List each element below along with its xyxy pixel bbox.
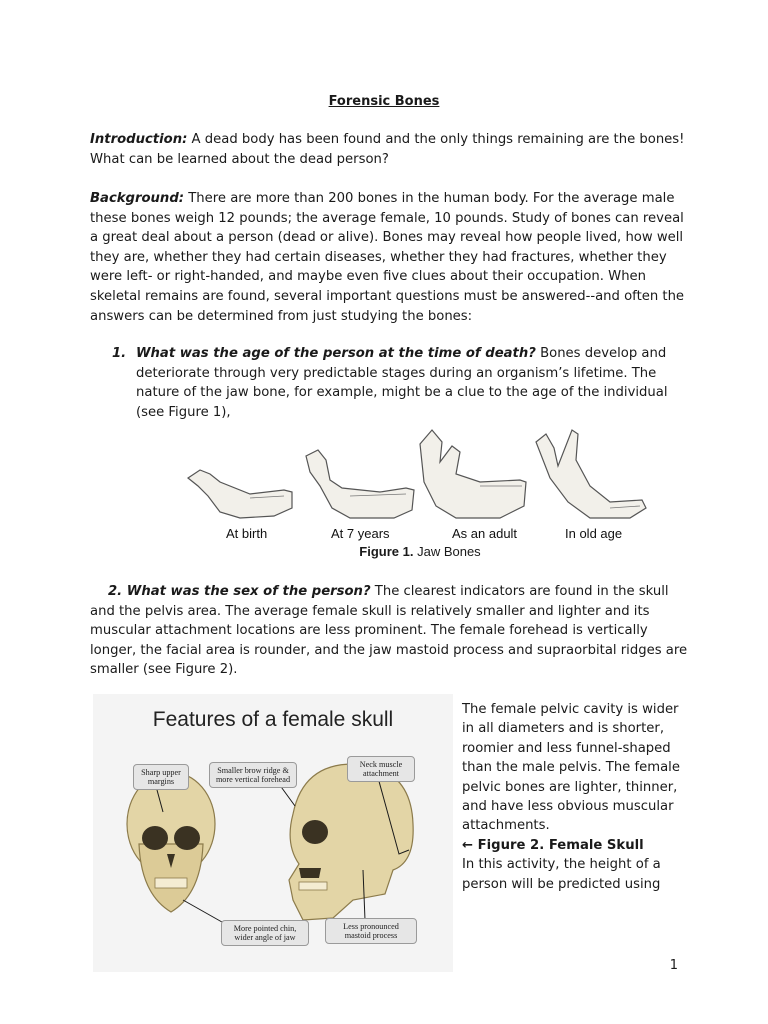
introduction-paragraph (90, 130, 690, 169)
callout-sharp-margins: Sharp upper margins (133, 764, 189, 790)
sex-question: 2. What was the sex of the person? (108, 584, 371, 599)
figure1-caption: Figure 1. Jaw Bones (359, 544, 481, 559)
figure2-reference: ← Figure 2. Female Skull (462, 837, 644, 853)
introduction-text: A dead body has been found and the only things remaining are the bones! What can be learned about the dead person? (90, 132, 685, 167)
skull-figure-title: Features of a female skull (152, 708, 394, 731)
callout-chin: More pointed chin, wider angle of jaw (221, 920, 309, 946)
jaw-label-birth: At birth (226, 526, 268, 541)
jaw-old-icon (536, 430, 646, 518)
introduction-label: Introduction: (90, 132, 188, 147)
jaw-7years-icon (306, 450, 414, 518)
jaw-label-old: In old age (565, 526, 623, 541)
pelvis-text: The female pelvic cavity is wider in all diameters and is shorter, roomier and less funnel-shaped than the male pelvis. The female pelvic bones are lighter, thinner, and have less obvious muscular attachments. (462, 702, 680, 834)
page-title: Forensic Bones (328, 94, 440, 109)
background-text: There are more than 200 bones in the human body. For the average male these bones weigh 12 pounds; the average female, 10 pounds. Study of bones can reveal a great deal about a person (dead or alive). Bones may reveal how people lived, how well they are, whether they had certain diseases, whether they had fractures, whether they were left- or right-handed, and maybe even five clues about their occupation. When skeletal remains are found, several important questions must be answered--and often the answers can be determined from just studying the bones: (90, 191, 685, 324)
callout-mastoid: Less pronounced mastoid process (325, 918, 417, 944)
list-item-age (112, 344, 682, 422)
callout-neck-muscle: Neck muscle attachment (347, 756, 415, 782)
background-paragraph (90, 189, 690, 326)
figure-jaw-bones (180, 426, 660, 566)
jaw-bones-illustration (180, 426, 660, 526)
side-skull-icon (289, 764, 413, 920)
age-question: What was the age of the person at the time of death? (136, 346, 536, 361)
jaw-label-7years: At 7 years (331, 526, 390, 541)
jaw-label-adult: As an adult (452, 526, 518, 541)
callout-brow-ridge: Smaller brow ridge & more vertical forehead (209, 762, 297, 788)
jaw-birth-icon (188, 470, 292, 518)
list-number: 1. (112, 346, 127, 361)
sex-text: The clearest indicators are found in the skull and the pelvis area. The average female skull is relatively smaller and lighter and its muscular attachment locations are less prominent. The female forehead is vertically longer, the facial area is rounder, and the jaw mastoid process and supraorbital ridges are smaller (see Figure 2). (90, 584, 688, 678)
figure-female-skull (93, 694, 453, 972)
page-number: 1 (669, 958, 678, 973)
front-skull-icon (127, 772, 215, 912)
background-label: Background: (90, 191, 185, 206)
age-text: Bones develop and deteriorate through very predictable stages during an organism’s lifetime. The nature of the jaw bone, for example, might be a clue to the age of the individual (see Figure 1), (136, 346, 668, 420)
sex-paragraph (90, 582, 690, 680)
jaw-adult-icon (420, 430, 526, 518)
right-column-text (462, 700, 684, 894)
activity-text: In this activity, the height of a person will be predicted using (462, 857, 661, 892)
